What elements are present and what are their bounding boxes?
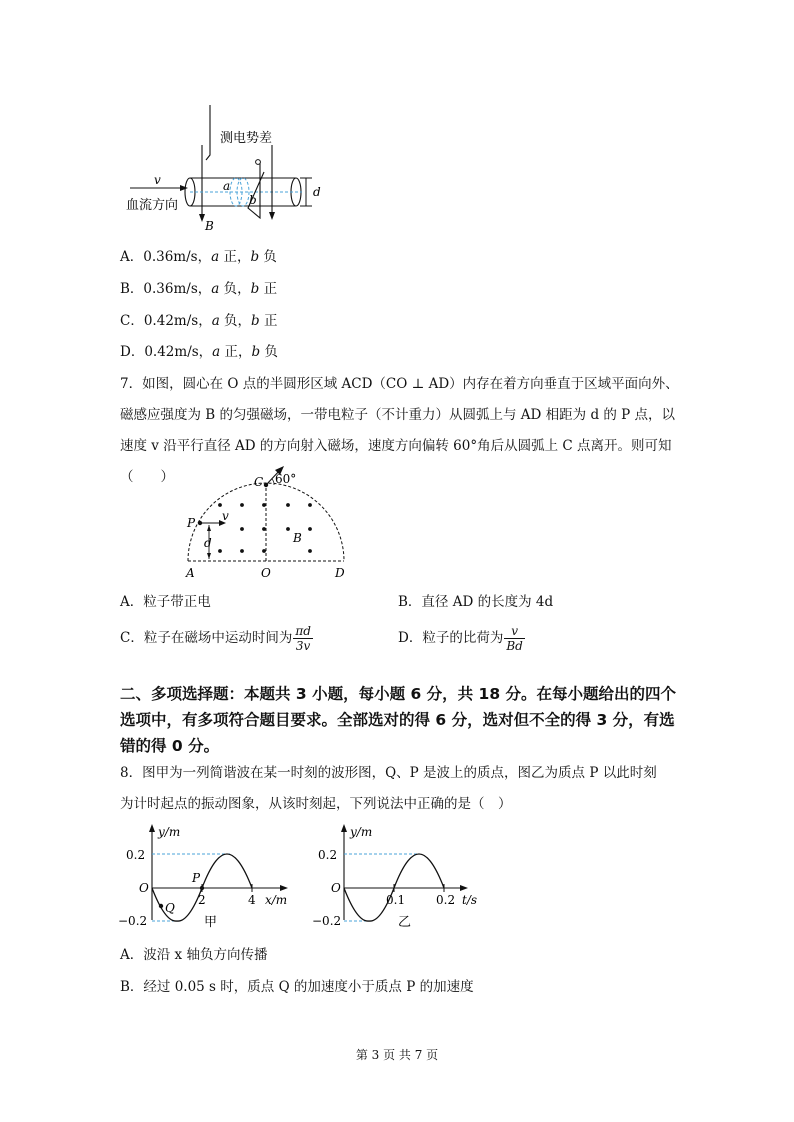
emf-label: 测电势差	[220, 131, 273, 146]
fraction-pid-3v: $\frac{\pi d}{3v}$	[295, 624, 311, 653]
Q-label: Q	[165, 901, 175, 915]
flow-label: 血流方向	[126, 198, 179, 213]
t-tick-0.1: 0.1	[386, 893, 406, 907]
wave-graph-jia	[112, 822, 302, 932]
q7-option-c[interactable]: C．粒子在磁场中运动时间为 $\frac{\pi d}{3v}$	[120, 624, 311, 653]
q7-option-d[interactable]: D．粒子的比荷为 $\frac{v}{Bd}$	[398, 624, 523, 653]
label-A: A	[186, 566, 195, 580]
origin: O	[331, 881, 341, 895]
q8-option-a[interactable]: A．波沿 x 轴负方向传播	[120, 947, 268, 963]
q6-option-d[interactable]: D．0.42m/s，a 正，b 负	[120, 344, 278, 360]
fraction-v-Bd: $\frac{v}{Bd}$	[506, 624, 523, 653]
section2-line1: 二、多项选择题：本题共 3 小题，每小题 6 分，共 18 分。在每小题给出的四个	[120, 685, 677, 703]
xlabel: x/m	[265, 893, 288, 907]
q6-option-a[interactable]: A．0.36m/s，a 正，b 负	[120, 249, 277, 265]
t-tick-0.2: 0.2	[436, 893, 456, 907]
section2-line3: 错的得 0 分。	[120, 737, 220, 755]
ylabel: y/m	[350, 825, 373, 839]
P-label: P	[192, 871, 201, 885]
origin: O	[139, 881, 149, 895]
q6-option-b[interactable]: B．0.36m/s，a 负，b 正	[120, 281, 278, 297]
label-d: d	[204, 536, 212, 550]
tlabel: t/s	[462, 893, 478, 907]
label-D: D	[335, 566, 345, 580]
label-C: C	[254, 475, 264, 489]
section2-line2: 选项中，有多项符合题目要求。全部选对的得 6 分，选对但不全的得 3 分，有选	[120, 711, 675, 729]
q7-stem-line2: 磁感应强度为 B 的匀强磁场，一带电粒子（不计重力）从圆弧上与 AD 相距为 d 的 P 点，以	[120, 407, 676, 423]
x-tick-4: 4	[248, 893, 256, 907]
q8-option-b[interactable]: B．经过 0.05 s 时，质点 Q 的加速度小于质点 P 的加速度	[120, 979, 474, 995]
label-60deg: 60°	[275, 472, 297, 486]
q7-option-b[interactable]: B．直径 AD 的长度为 4d	[398, 594, 554, 610]
label-P: P	[187, 516, 196, 530]
caption-yi: 乙	[398, 915, 412, 930]
a-label: a	[223, 179, 231, 193]
caption-jia: 甲	[204, 915, 218, 930]
B-label: B	[205, 219, 214, 233]
y-bot-tick: −0.2	[118, 914, 148, 928]
d-label: d	[313, 185, 321, 199]
y-bot-tick: −0.2	[312, 914, 342, 928]
ylabel: y/m	[158, 825, 181, 839]
vibration-graph-yi	[312, 822, 502, 932]
blood-flow-figure	[110, 100, 330, 235]
page-footer: 第 3 页 共 7 页	[355, 1048, 439, 1062]
q7-option-a[interactable]: A．粒子带正电	[120, 594, 211, 610]
y-top-tick: 0.2	[126, 848, 146, 862]
label-v: v	[222, 509, 229, 523]
q8-stem-line2: 为计时起点的振动图象，从该时刻起，下列说法中正确的是（ ）	[120, 796, 512, 812]
q7-stem-line3: 速度 v 沿平行直径 AD 的方向射入磁场，速度方向偏转 60°角后从圆弧上 C 点离开。则可知	[120, 438, 672, 454]
b-label: b	[249, 193, 257, 207]
q7-stem-line1: 7．如图，圆心在 O 点的半圆形区域 ACD（CO ⊥ AD）内存在着方向垂直于区域平面向外、	[120, 376, 679, 392]
q6-option-c[interactable]: C．0.42m/s，a 负，b 正	[120, 313, 278, 329]
v-label: v	[154, 173, 161, 187]
x-tick-2: 2	[198, 893, 206, 907]
y-top-tick: 0.2	[318, 848, 338, 862]
q8-stem-line1: 8．图甲为一列简谐波在某一时刻的波形图，Q、P 是波上的质点，图乙为质点 P 以此时刻	[120, 765, 657, 781]
label-O: O	[261, 566, 271, 580]
q7-answer-paren: （ ）	[120, 469, 174, 485]
semicircle-field-figure	[178, 465, 368, 583]
label-B: B	[293, 531, 302, 545]
